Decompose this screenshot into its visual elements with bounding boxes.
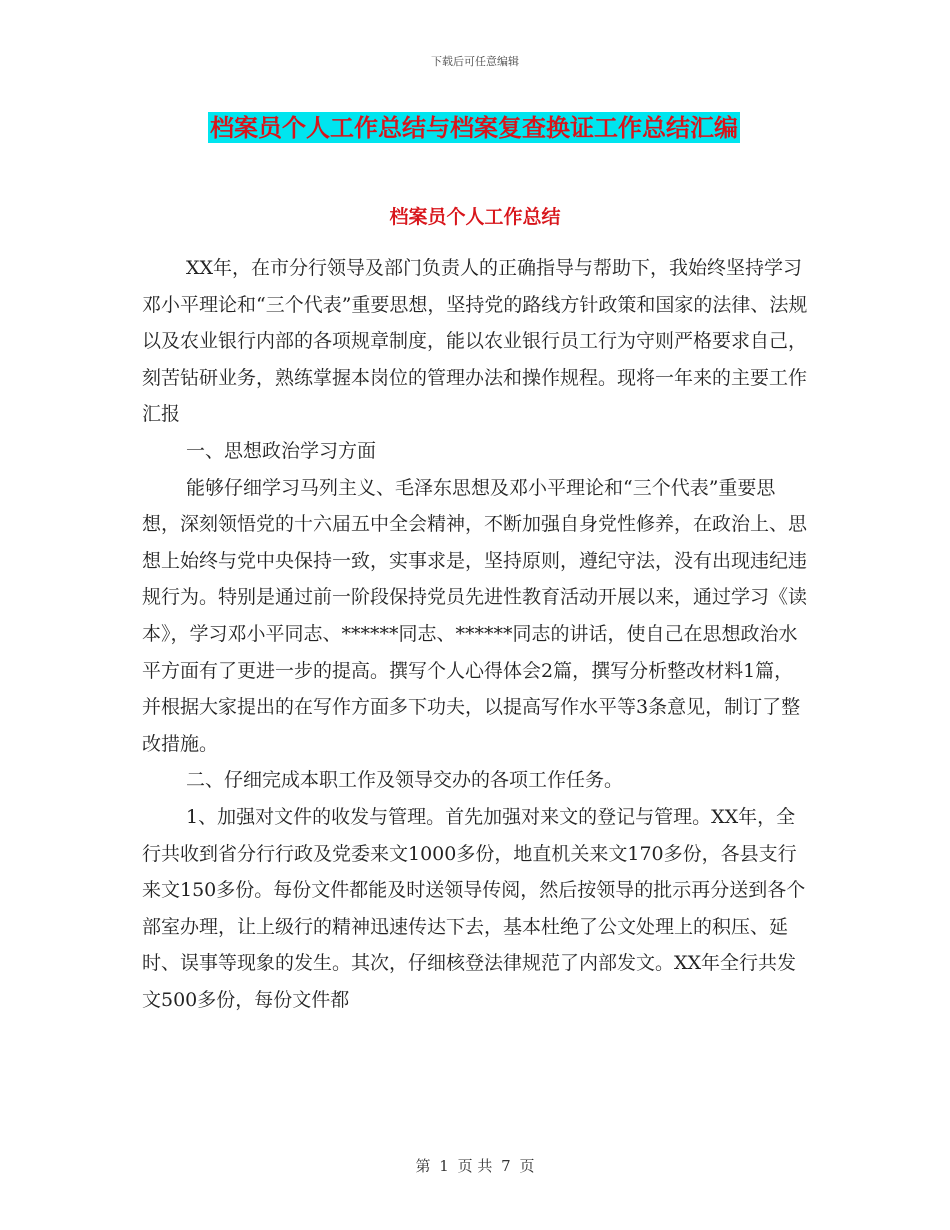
footer-total-pages: 7 (501, 1157, 511, 1175)
main-title: 档案员个人工作总结与档案复查换证工作总结汇编 (210, 113, 738, 142)
paragraph-intro: XX年，在市分行领导及部门负责人的正确指导与帮助下，我始终坚持学习邓小平理论和“三个代表”重要思想，坚持党的路线方针政策和国家的法律、法规以及农业银行内部的各项规章制度，能以农业银行员工行为守则严格要求自己，刻苦钻研业务，熟练掌握本岗位的管理办法和操作规程。现将一年来的主要工作汇报 (142, 257, 808, 426)
page-footer (0, 1155, 950, 1176)
footer-prefix: 第 (415, 1157, 431, 1175)
paragraph-document-management: 1、加强对文件的收发与管理。首先加强对来文的登记与管理。XX年，全行共收到省分行行政及党委来文1000多份，地直机关来文170多份，各县支行来文150多份。每份文件都能及时送领导传阅，然后按领导的批示再分送到各个部室办理，让上级行的精神迅速传达下去，基本杜绝了公文处理上的积压、延时、误事等现象的发生。其次，仔细核登法律规范了内部发文。XX年全行共发文500多份，每份文件都 (142, 805, 806, 1011)
footer-page-number: 1 (439, 1157, 449, 1175)
header-note: 下载后可任意编辑 (431, 55, 519, 68)
document-body (142, 250, 812, 1018)
paragraph-political-study: 能够仔细学习马列主义、毛泽东思想及邓小平理论和“三个代表”重要思想，深刻领悟党的十六届五中全会精神，不断加强自身党性修养，在政治上、思想上始终与党中央保持一致，实事求是，坚持原则，遵纪守法，没有出现违纪违规行为。特别是通过前一阶段保持党员先进性教育活动开展以来，通过学习《读本》，学习邓小平同志、******同志、******同志的讲话，使自己在思想政治水平方面有了更进一步的提高。撰写个人心得体会2篇，撰写分析整改材料1篇，并根据大家提出的在写作方面多下功夫，以提高写作水平等3条意见，制订了整改措施。 (142, 476, 808, 755)
heading-duties: 二、仔细完成本职工作及领导交办的各项工作任务。 (186, 769, 624, 792)
heading-political-study: 一、思想政治学习方面 (186, 439, 377, 462)
footer-mid: 页 共 (457, 1157, 493, 1175)
section-title: 档案员个人工作总结 (389, 206, 561, 228)
footer-suffix: 页 (519, 1157, 535, 1175)
